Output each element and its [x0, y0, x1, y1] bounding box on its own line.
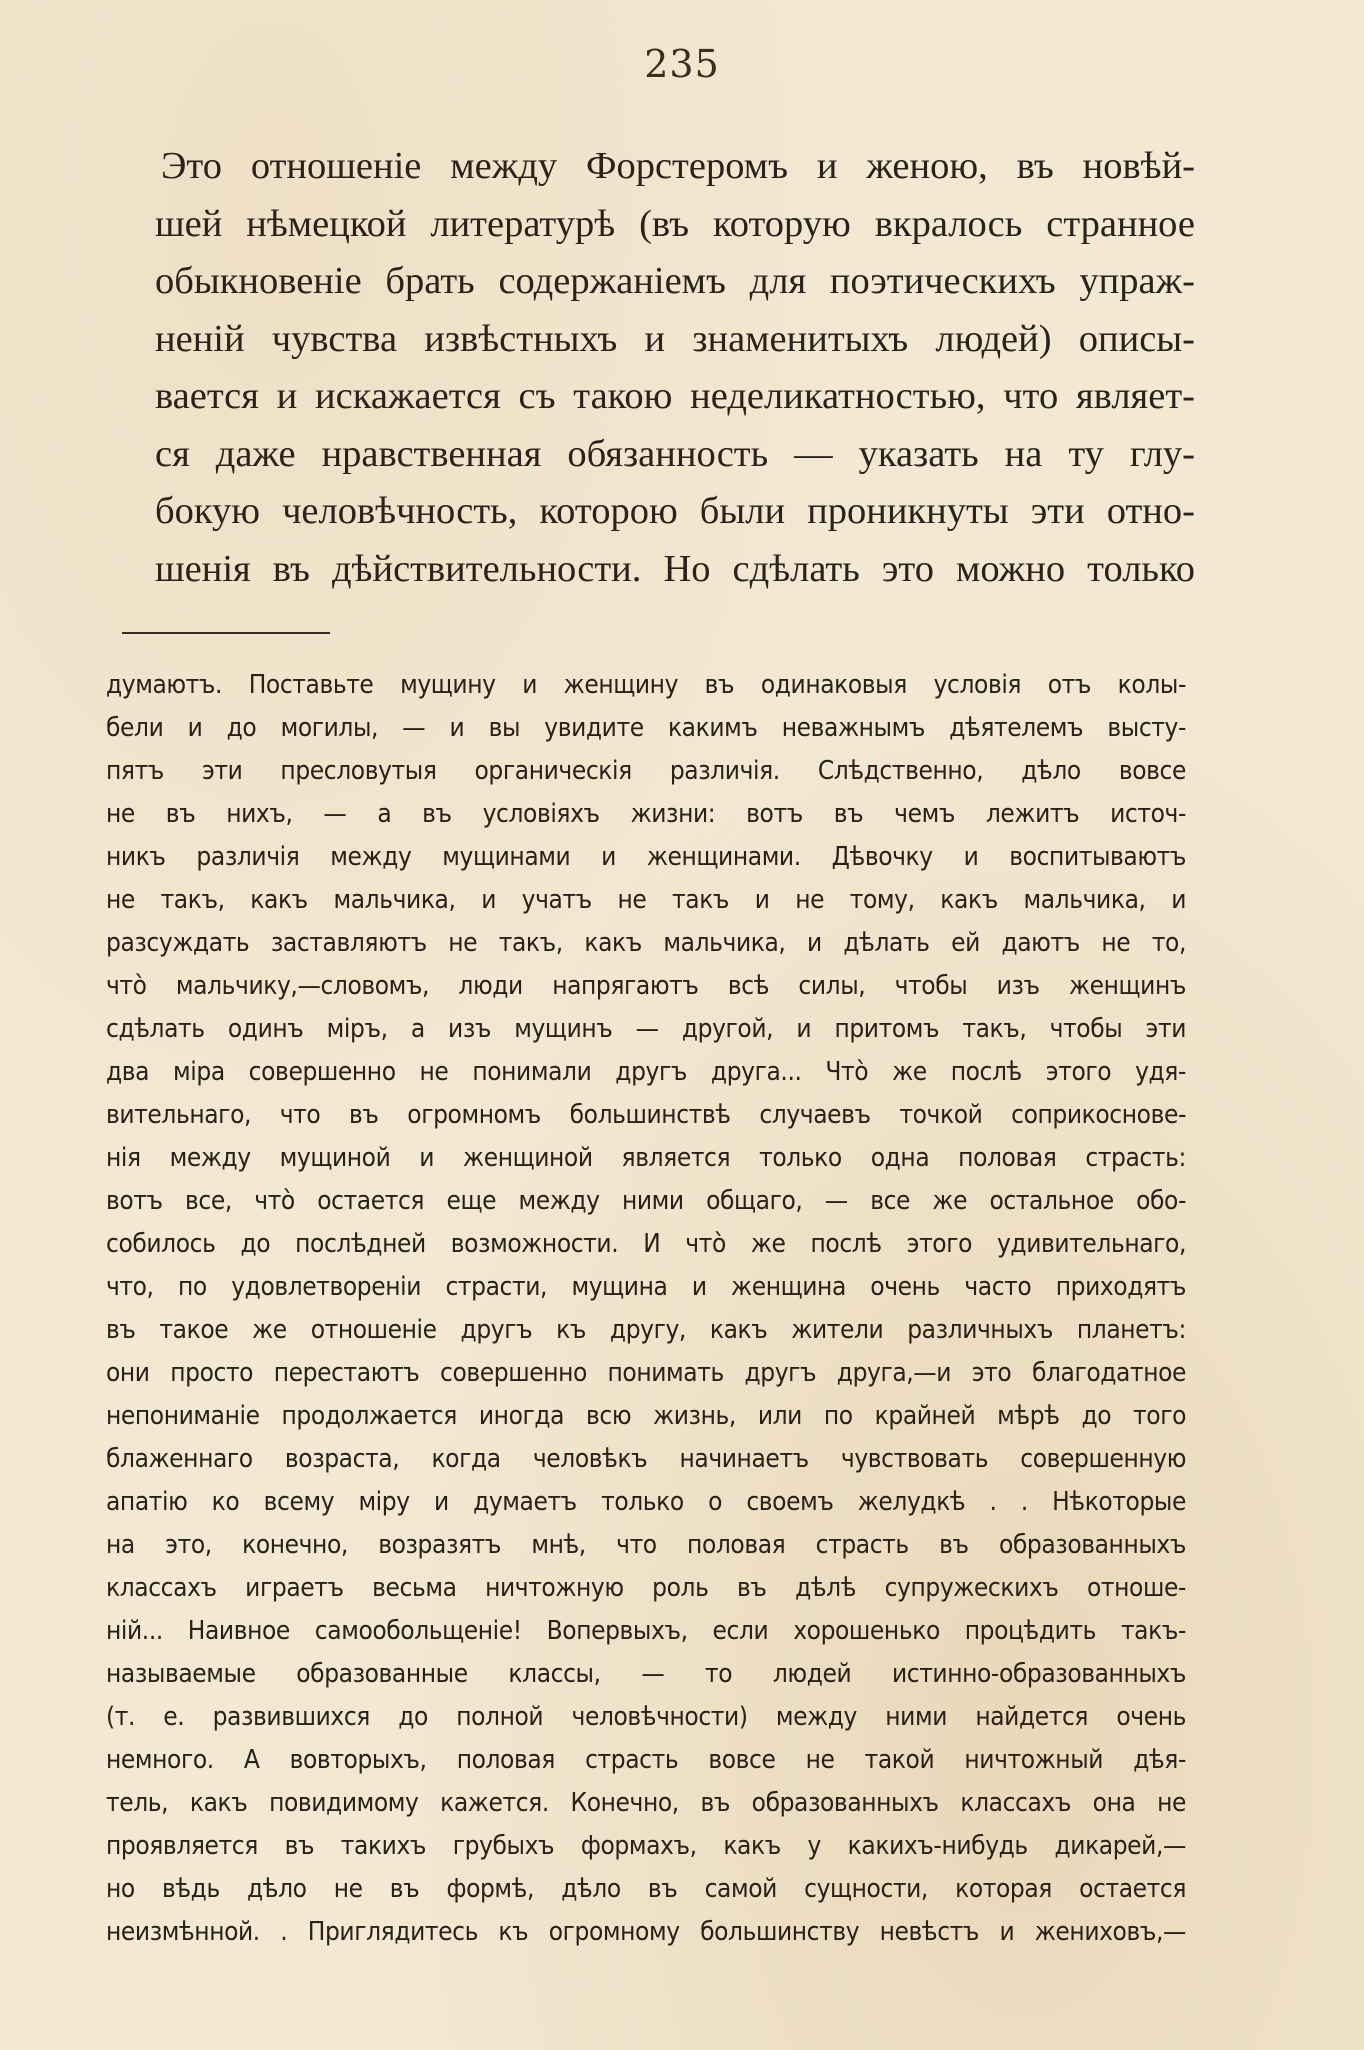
main-text-line: ся даже нравственная обязанность — указать на ту глу- [155, 432, 1195, 475]
footnote-line: собилось до послѣдней возможности. И что̀ же послѣ этого удивительнаго, [106, 1229, 1186, 1259]
footnote-line: но вѣдь дѣло не въ формѣ, дѣло въ самой сущности, которая остается [106, 1874, 1186, 1904]
footnote-line: вотъ все, что̀ остается еще между ними общаго, — все же остальное обо- [106, 1186, 1186, 1216]
footnote-line: апатію ко всему міру и думаетъ только о своемъ желудкѣ . . Нѣкоторые [106, 1487, 1186, 1517]
footnote-separator [122, 632, 330, 634]
footnote-line: проявляется въ такихъ грубыхъ формахъ, какъ у какихъ-нибудь дикарей,— [106, 1831, 1186, 1861]
footnote-line: въ такое же отношеніе другъ къ другу, какъ жители различныхъ планетъ: [106, 1315, 1186, 1345]
main-text-line: вается и искажается съ такою неделикатностью, что являет- [155, 375, 1195, 417]
main-text-line: бокую человѣчность, которою были проникнуты эти отно- [155, 490, 1195, 532]
footnote-line: они просто перестаютъ совершенно понимать другъ друга,—и это благодатное [106, 1358, 1186, 1388]
footnote-line: бели и до могилы, — и вы увидите какимъ неважнымъ дѣятелемъ высту- [106, 713, 1186, 743]
footnote-line: тель, какъ повидимому кажется. Конечно, въ образованныхъ классахъ она не [106, 1788, 1186, 1818]
main-text-line: неній чувства извѣстныхъ и знаменитыхъ людей) описы- [155, 317, 1195, 360]
footnote-line: (т. е. развившихся до полной человѣчности) между ними найдется очень [106, 1702, 1186, 1732]
footnote-line: не такъ, какъ мальчика, и учатъ не такъ и не тому, какъ мальчика, и [106, 885, 1186, 915]
main-paragraph [155, 138, 1195, 598]
footnote-line: неизмѣнной. . Приглядитесь къ огромному большинству невѣстъ и жениховъ,— [106, 1917, 1186, 1947]
footnote-line: на это, конечно, возразятъ мнѣ, что половая страсть въ образованныхъ [106, 1530, 1186, 1560]
page-number: 235 [644, 42, 720, 86]
footnote-line: что, по удовлетвореніи страсти, мущина и женщина очень часто приходятъ [106, 1272, 1186, 1302]
footnote-line: нія между мущиной и женщиной является только одна половая страсть: [106, 1143, 1186, 1173]
footnote-line: классахъ играетъ весьма ничтожную роль въ дѣлѣ супружескихъ отноше- [106, 1573, 1186, 1603]
footnote-line: что̀ мальчику,—словомъ, люди напрягаютъ всѣ силы, чтобы изъ женщинъ [106, 971, 1186, 1001]
footnote-line: называемые образованные классы, — то людей истинно-образованныхъ [106, 1659, 1186, 1689]
footnote-line: сдѣлать одинъ міръ, а изъ мущинъ — другой, и притомъ такъ, чтобы эти [106, 1014, 1186, 1044]
main-text-line: шей нѣмецкой литературѣ (въ которую вкралось странное [155, 202, 1195, 245]
footnote-line: блаженнаго возраста, когда человѣкъ начинаетъ чувствовать совершенную [106, 1444, 1186, 1474]
footnote-line: не въ нихъ, — а въ условіяхъ жизни: вотъ въ чемъ лежитъ источ- [106, 799, 1186, 829]
footnote-line: два міра совершенно не понимали другъ друга... Что̀ же послѣ этого удя- [106, 1057, 1186, 1087]
footnote [106, 664, 1186, 1954]
footnote-line: ній... Наивное самообольщеніе! Вопервыхъ, если хорошенько процѣдить такъ- [106, 1616, 1186, 1646]
main-text-line: обыкновеніе брать содержаніемъ для поэтическихъ упраж- [155, 260, 1195, 302]
footnote-line: немного. А вовторыхъ, половая страсть вовсе не такой ничтожный дѣя- [106, 1745, 1186, 1775]
footnote-line: непониманіе продолжается иногда всю жизнь, или по крайней мѣрѣ до того [106, 1401, 1186, 1431]
main-text-line: шенія въ дѣйствительности. Но сдѣлать это можно только [155, 547, 1195, 590]
footnote-line: разсуждать заставляютъ не такъ, какъ мальчика, и дѣлать ей даютъ не то, [106, 928, 1186, 958]
footnote-line: вительнаго, что въ огромномъ большинствѣ случаевъ точкой соприкоснове- [106, 1100, 1186, 1130]
footnote-line: никъ различія между мущинами и женщинами. Дѣвочку и воспитываютъ [106, 842, 1186, 872]
footnote-line: пятъ эти пресловутыя органическія различія. Слѣдственно, дѣло вовсе [106, 756, 1186, 786]
footnote-line: думаютъ. Поставьте мущину и женщину въ одинаковыя условія отъ колы- [106, 670, 1186, 700]
main-text-line: Это отношеніе между Форстеромъ и женою, въ новѣй- [161, 145, 1195, 187]
